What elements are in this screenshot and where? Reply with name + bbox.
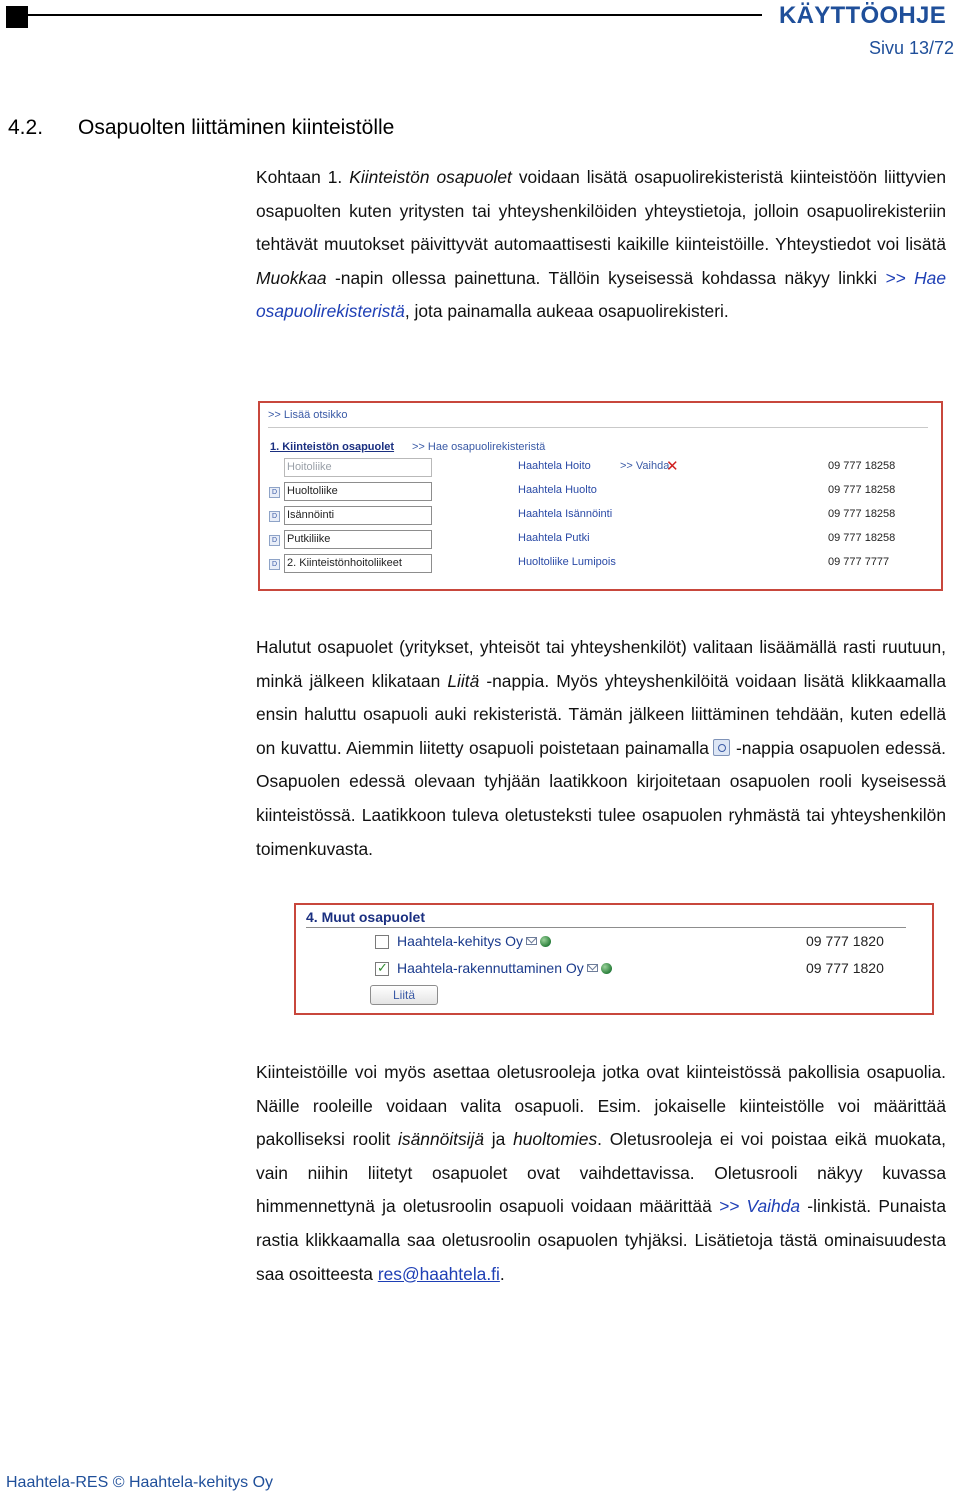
attach-button[interactable]: Liitä [370, 985, 438, 1005]
text: . [499, 1263, 505, 1284]
party-row [296, 958, 932, 982]
paragraph-selection [256, 631, 946, 866]
page-number: Sivu 13/72 [868, 38, 954, 58]
party-name[interactable] [397, 933, 551, 949]
text-italic: huoltomies [513, 1129, 598, 1150]
role-input[interactable]: Putkiliike [284, 530, 432, 549]
party-row [296, 931, 932, 955]
party-name-text: Haahtela-rakennuttaminen Oy [397, 960, 584, 976]
parties-section-title: 1. Kiinteistön osapuolet [270, 441, 395, 453]
other-parties-title: 4. Muut osapuolet [306, 909, 425, 925]
text: -napin ollessa painettuna. Tällöin kyseisessä kohdassa näkyy linkki [326, 267, 886, 288]
text-italic: Muokkaa [256, 267, 327, 288]
role-input[interactable]: 2. Kiinteistönhoitoliikeet [284, 554, 432, 573]
remove-party-icon[interactable]: D [269, 559, 280, 570]
party-name-link[interactable]: Haahtela Isännöinti [518, 508, 613, 520]
mail-icon[interactable] [526, 937, 537, 945]
divider [306, 927, 906, 928]
screenshot-property-parties [258, 401, 943, 591]
party-row [260, 505, 940, 527]
search-registry-link[interactable]: >> Hae osapuolirekisteristä [412, 441, 546, 453]
section-title: Osapuolten liittäminen kiinteistölle [78, 116, 395, 139]
text: -nappia osapuolen edessä. Osapuolen edessä olevaan tyhjään laatikkoon kirjoitetaan osapuolen rooli kyseisessä kiinteistössä. Laatikkoon tuleva oletusteksti tulee osapuolen ryhmästä tai yhteyshenkilön toimenkuvasta. [256, 737, 946, 859]
text-italic: Liitä [447, 670, 480, 691]
party-phone: 09 777 1820 [806, 960, 884, 976]
text-italic: isännöitsijä [398, 1129, 485, 1150]
add-header-link[interactable]: >> Lisää otsikko [268, 409, 348, 421]
text-italic: Kiinteistön osapuolet [349, 167, 512, 187]
text: Kiinteistöille voi myös asettaa oletusrooleja jotka ovat kiinteistössä pakollisia osapuolia. Näille rooleille voidaan valita osapuoli. Esim. jokaiselle kiinteistölle voi määrittää pakolliseksi roolit [256, 1062, 946, 1150]
remove-party-icon[interactable]: D [269, 535, 280, 546]
role-input[interactable]: Huoltoliike [284, 482, 432, 501]
party-name-text: Haahtela-kehitys Oy [397, 933, 524, 949]
party-row [260, 529, 940, 551]
search-registry-link[interactable]: >> Hae osapuolirekisteristä [256, 267, 946, 322]
party-checkbox[interactable] [375, 935, 389, 949]
mail-icon[interactable] [587, 964, 598, 972]
text: , jota painamalla aukeaa osapuolirekisteri. [404, 301, 729, 322]
text: voidaan lisätä osapuolirekisteristä kiinteistöön liittyvien osapuolten kuten yritysten tai yhteyshenkilöiden yhteystietoja, jolloin osapuolirekisteriin tehtävät muutokset päivittyvät automaattisesti kaikille kiinteistöille. Yhteystiedot voi lisätä [256, 167, 946, 255]
paragraph-intro [256, 161, 946, 329]
screenshot-other-parties [294, 903, 934, 1015]
remove-party-icon[interactable]: D [269, 487, 280, 498]
email-link[interactable]: res@haahtela.fi [377, 1263, 500, 1284]
party-phone: 09 777 1820 [806, 933, 884, 949]
remove-party-icon [713, 739, 730, 756]
document-title: KÄYTTÖOHJE [778, 2, 946, 29]
party-name-link[interactable]: Haahtela Putki [518, 532, 590, 544]
party-row [260, 553, 940, 575]
clear-x-icon[interactable]: ✕ [666, 458, 679, 475]
party-name-link[interactable]: Haahtela Hoito [518, 460, 591, 472]
party-name-link[interactable]: Huoltoliike Lumipois [518, 556, 616, 568]
text: Halutut osapuolet (yritykset, yhteisöt tai yhteyshenkilöt) valitaan lisäämällä rasti ruutuun, minkä jälkeen klikataan [256, 637, 946, 691]
text: -linkistä. Punaista rastia klikkaamalla saa oletusroolin osapuolen tyhjäksi. Lisätietoja tästä ominaisuudesta saa osoitteesta [256, 1196, 946, 1284]
change-link[interactable]: >> Vaihda [620, 460, 670, 472]
party-phone: 09 777 18258 [828, 484, 896, 496]
party-phone: 09 777 18258 [828, 508, 896, 520]
text: Kohtaan 1. [256, 167, 350, 187]
party-row [260, 481, 940, 503]
party-phone: 09 777 18258 [828, 460, 896, 472]
text: -nappia. Myös yhteyshenkilöitä voidaan lisätä klikkaamalla ensin haluttu osapuoli auki rekisteristä. Tämän jälkeen liittäminen tehdään, kuten edellä on kuvattu. Aiemmin liitetty osapuoli poistetaan painamalla [256, 670, 946, 758]
remove-party-icon[interactable]: D [269, 511, 280, 522]
globe-icon[interactable] [540, 936, 551, 947]
footer-copyright: Haahtela-RES © Haahtela-kehitys Oy [6, 1474, 274, 1491]
globe-icon[interactable] [601, 963, 612, 974]
header-rule [28, 14, 762, 16]
role-input[interactable]: Hoitoliike [284, 458, 432, 477]
text: ja [484, 1129, 514, 1150]
party-phone: 09 777 18258 [828, 532, 896, 544]
party-checkbox[interactable] [375, 962, 389, 976]
divider [268, 427, 928, 428]
party-name[interactable] [397, 960, 612, 976]
change-link[interactable]: >> Vaihda [719, 1196, 801, 1217]
text: . Oletusrooleja ei voi poistaa eikä muokata, vain niihin liitetyt osapuolet ovat vaihdettavissa. Oletusrooli näkyy kuvassa himmennettynä ja oletusroolin osapuoli voidaan määrittää [256, 1129, 947, 1217]
role-input[interactable]: Isännöinti [284, 506, 432, 525]
header-square-mark [6, 6, 28, 28]
section-number: 4.2. [8, 116, 44, 139]
party-phone: 09 777 7777 [828, 556, 890, 568]
party-row [260, 457, 940, 479]
party-name-link[interactable]: Haahtela Huolto [518, 484, 597, 496]
paragraph-default-roles [256, 1056, 946, 1291]
